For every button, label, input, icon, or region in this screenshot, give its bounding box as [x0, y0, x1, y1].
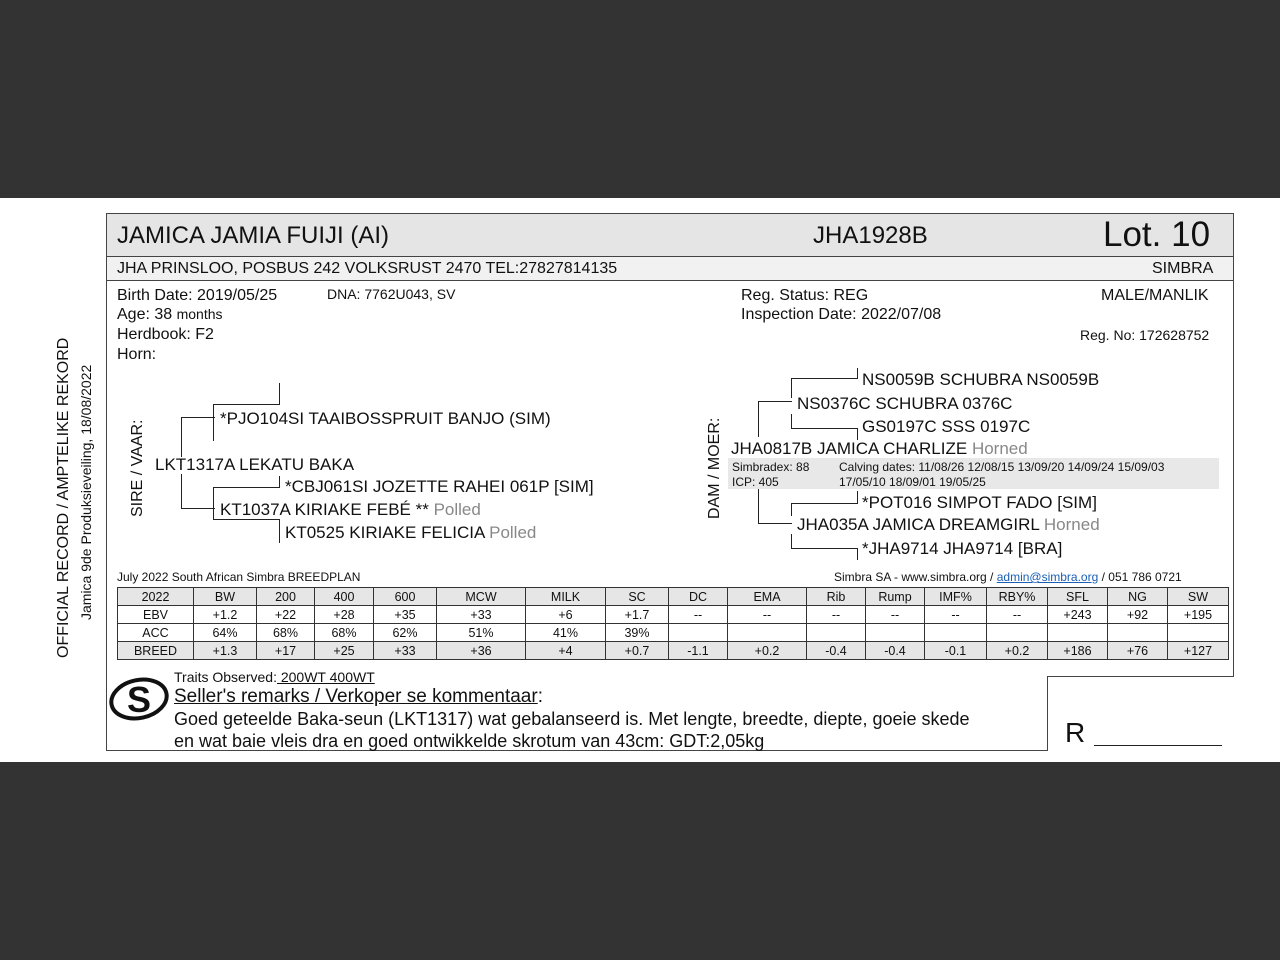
table-cell: -1.1 [669, 642, 728, 660]
dna-info: DNA: 7762U043, SV [327, 286, 456, 302]
dam-dam-note: Horned [1043, 515, 1100, 534]
sire-dam [220, 500, 481, 520]
table-cell [866, 624, 925, 642]
table-cell [1108, 624, 1168, 642]
table-cell: -- [987, 606, 1048, 624]
table-cell: BW [194, 588, 257, 606]
horn: Horn: [117, 346, 157, 363]
breedplan-caption: July 2022 South African Simbra BREEDPLAN [117, 570, 361, 584]
table-row [118, 642, 1229, 660]
table-cell: +6 [526, 606, 606, 624]
table-cell: +28 [315, 606, 374, 624]
table-cell: EMA [728, 588, 807, 606]
sire-dam-sire: *CBJ061SI JOZETTE RAHEI 061P [SIM] [285, 477, 594, 496]
table-cell: +35 [374, 606, 437, 624]
table-cell: +25 [315, 642, 374, 660]
simbra-logo-icon [108, 676, 170, 722]
remarks-line-1: Goed geteelde Baka-seun (LKT1317) wat gebalanseerd is. Met lengte, breedte, diepte, goeie skede [174, 709, 970, 729]
table-cell: +1.3 [194, 642, 257, 660]
table-cell: 51% [437, 624, 526, 642]
table-cell [925, 624, 987, 642]
auction-label: Jamica 9de Produksieveiling, 18/08/2022 [78, 364, 94, 620]
table-cell: ACC [118, 624, 194, 642]
table-cell: 2022 [118, 588, 194, 606]
dam-sire-sire: NS0059B SCHUBRA NS0059B [862, 370, 1100, 389]
table-cell: SW [1168, 588, 1229, 606]
table-cell: +0.2 [987, 642, 1048, 660]
remarks-line-2: en wat baie vleis dra en goed ontwikkelde skrotum van 43cm: GDT:2,05kg [174, 731, 765, 751]
traits-label: Traits Observed: [174, 669, 277, 685]
table-cell: RBY% [987, 588, 1048, 606]
table-cell: +17 [257, 642, 315, 660]
table-cell: 400 [315, 588, 374, 606]
table-cell: Rib [807, 588, 866, 606]
table-cell: +0.2 [728, 642, 807, 660]
animal-name: JAMICA JAMIA FUIJI (AI) [117, 222, 390, 249]
dam-sire-dam: GS0197C SSS 0197C [862, 417, 1031, 436]
table-cell: -0.1 [925, 642, 987, 660]
table-cell: EBV [118, 606, 194, 624]
dam-name: JHA0817B JAMICA CHARLIZE [731, 439, 968, 458]
table-cell: SFL [1048, 588, 1108, 606]
table-header-row [118, 588, 1229, 606]
table-cell: 41% [526, 624, 606, 642]
birth-date: Birth Date: 2019/05/25 [117, 287, 278, 304]
reg-status: Reg. Status: REG [741, 287, 869, 304]
lot-number: Lot. 10 [1103, 215, 1211, 254]
dam-label: DAM / MOER: [706, 417, 723, 519]
table-cell: DC [669, 588, 728, 606]
table-cell: 64% [194, 624, 257, 642]
logo-letter: S [127, 679, 152, 720]
table-cell: +4 [526, 642, 606, 660]
table-cell: +92 [1108, 606, 1168, 624]
dam-sire: NS0376C SCHUBRA 0376C [797, 394, 1013, 413]
dam-dam-name: JHA035A JAMICA DREAMGIRL [797, 515, 1040, 534]
table-cell: +0.7 [606, 642, 669, 660]
dam [731, 439, 1028, 459]
calving-dates-1: Calving dates: 11/08/26 12/08/15 13/09/20 14/09/24 15/09/03 [839, 460, 1165, 474]
table-cell: -0.4 [807, 642, 866, 660]
remarks-heading: Seller's remarks / Verkoper se kommentaar: [174, 686, 543, 707]
table-cell: 39% [606, 624, 669, 642]
table-cell: NG [1108, 588, 1168, 606]
sire: LKT1317A LEKATU BAKA [155, 455, 355, 474]
table-cell [807, 624, 866, 642]
table-row [118, 624, 1229, 642]
table-cell [669, 624, 728, 642]
table-cell [1048, 624, 1108, 642]
official-record-label: OFFICIAL RECORD / AMPTELIKE REKORD [55, 337, 72, 658]
table-cell: +127 [1168, 642, 1229, 660]
table-cell [1168, 624, 1229, 642]
table-cell: +1.7 [606, 606, 669, 624]
table-cell: 600 [374, 588, 437, 606]
table-cell [987, 624, 1048, 642]
price-input-line[interactable] [1094, 745, 1222, 746]
table-cell: +33 [437, 606, 526, 624]
price-prefix: R [1065, 717, 1086, 748]
table-cell: +195 [1168, 606, 1229, 624]
remarks-heading-text: Seller's remarks / Verkoper se kommentaar [174, 686, 538, 707]
animal-id: JHA1928B [813, 222, 928, 249]
age [117, 306, 223, 324]
icp: ICP: 405 [732, 475, 779, 489]
table-cell: +243 [1048, 606, 1108, 624]
table-cell [728, 624, 807, 642]
table-cell: BREED [118, 642, 194, 660]
table-cell: MILK [526, 588, 606, 606]
contact-email-link[interactable]: admin@simbra.org [996, 570, 1099, 584]
sire-dam-dam-note: Polled [489, 523, 537, 542]
table-cell: Rump [866, 588, 925, 606]
sire-sire: *PJO104SI TAAIBOSSPRUIT BANJO (SIM) [220, 409, 551, 428]
table-cell: SC [606, 588, 669, 606]
table-cell: +36 [437, 642, 526, 660]
breedplan-table [117, 587, 1229, 660]
traits-observed [174, 669, 375, 685]
dam-dam-dam: *JHA9714 JHA9714 [BRA] [862, 539, 1063, 558]
breed-label: SIMBRA [1152, 260, 1214, 277]
dam-note: Horned [971, 439, 1028, 458]
table-cell: -- [807, 606, 866, 624]
sire-dam-name: KT1037A KIRIAKE FEBÉ ** [220, 500, 429, 519]
table-cell: +1.2 [194, 606, 257, 624]
age-unit: months [176, 306, 223, 322]
dam-dam-sire: *POT016 SIMPOT FADO [SIM] [862, 493, 1097, 512]
table-cell: 68% [257, 624, 315, 642]
table-cell: 62% [374, 624, 437, 642]
sex: MALE/MANLIK [1101, 287, 1209, 304]
contact-phone: / 051 786 0721 [1101, 570, 1182, 584]
table-cell: 68% [315, 624, 374, 642]
table-cell: +22 [257, 606, 315, 624]
herdbook: Herdbook: F2 [117, 326, 214, 343]
reg-number: Reg. No: 172628752 [1080, 327, 1210, 343]
age-value: Age: 38 [117, 306, 173, 323]
owner-details: JHA PRINSLOO, POSBUS 242 VOLKSRUST 2470 TEL:27827814135 [117, 260, 618, 277]
table-cell: 200 [257, 588, 315, 606]
sire-dam-dam-name: KT0525 KIRIAKE FELICIA [285, 523, 485, 542]
inspection-date: Inspection Date: 2022/07/08 [741, 306, 942, 323]
table-cell: -0.4 [866, 642, 925, 660]
sire-dam-dam [285, 523, 536, 543]
table-cell: +76 [1108, 642, 1168, 660]
contact-website: Simbra SA - www.simbra.org / [834, 570, 994, 584]
table-cell: -- [866, 606, 925, 624]
breedplan-contact [834, 570, 1182, 584]
table-cell: -- [728, 606, 807, 624]
table-cell: +186 [1048, 642, 1108, 660]
table-cell: +33 [374, 642, 437, 660]
sire-label: SIRE / VAAR: [129, 419, 146, 517]
table-cell: -- [669, 606, 728, 624]
simbradex: Simbradex: 88 [732, 460, 810, 474]
dam-dam [797, 515, 1100, 535]
table-cell: -- [925, 606, 987, 624]
table-cell: IMF% [925, 588, 987, 606]
table-row [118, 606, 1229, 624]
calving-dates-2: 17/05/10 18/09/01 19/05/25 [839, 475, 986, 489]
sire-dam-note: Polled [433, 500, 481, 519]
traits-value: 200WT 400WT [276, 669, 375, 685]
table-cell: MCW [437, 588, 526, 606]
